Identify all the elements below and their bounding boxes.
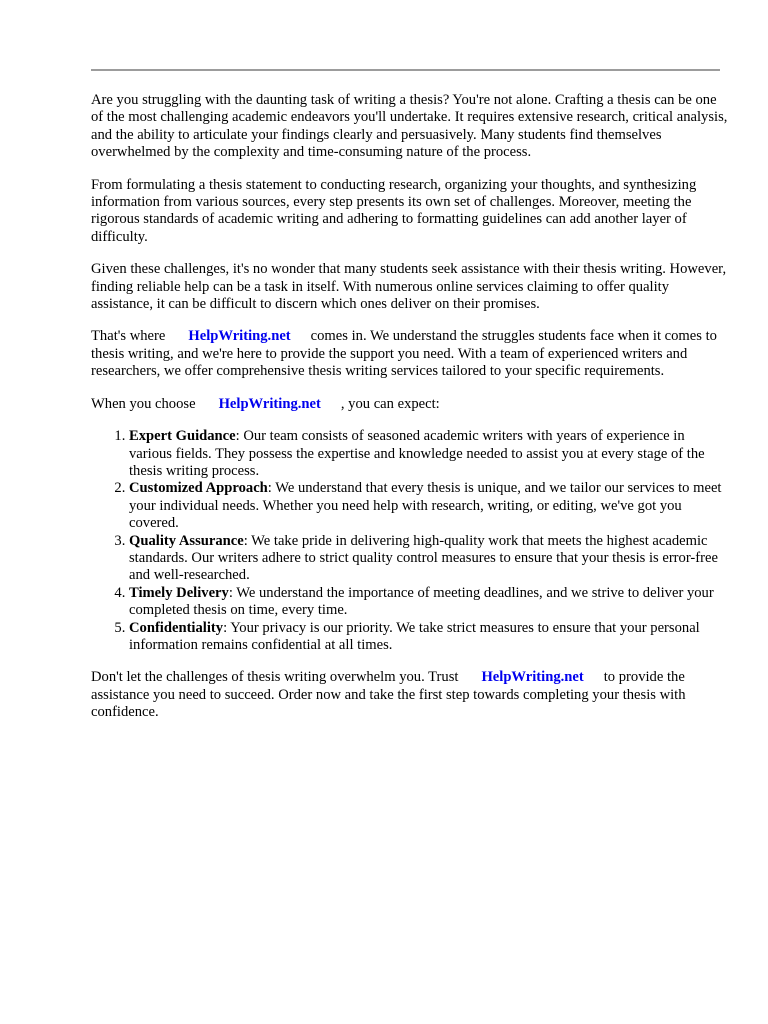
list-item-text: : We take pride in delivering high-quality work that meets the highest academic standards. Our writers adhere to strict quality control measures to ensure that your thesis is error-free and well-researched. bbox=[129, 532, 718, 584]
text-after-link: comes in. We understand the struggles students face when it comes to thesis writing, and we're here to provide the support you need. With a team of experienced writers and researchers, we offer comprehensive thesis writing services tailored to your specific requirements. bbox=[91, 328, 717, 380]
benefits-list bbox=[91, 428, 731, 654]
list-item-text: : Your privacy is our priority. We take strict measures to ensure that your personal information remains confidential at all times. bbox=[129, 619, 700, 653]
list-item-title: Customized Approach bbox=[129, 480, 268, 497]
text-after-link: to provide the assistance you need to succeed. Order now and take the first step towards completing your thesis with confidence. bbox=[91, 669, 686, 721]
list-item-title: Timely Delivery bbox=[129, 584, 229, 601]
helpwriting-link[interactable]: HelpWriting.net bbox=[481, 669, 584, 686]
paragraph-intro: Are you struggling with the daunting task of writing a thesis? You're not alone. Crafting a thesis can be one of the most challenging academic endeavors you'll undertake. It requires extensive research, critical analysis, and the ability to articulate your findings clearly and persuasively. Many students find themselves overwhelmed by the complexity and time-consuming nature of the process. bbox=[91, 92, 728, 161]
helpwriting-link[interactable]: HelpWriting.net bbox=[188, 328, 291, 345]
paragraph-thats-where bbox=[91, 328, 731, 380]
paragraph-closing bbox=[91, 669, 731, 721]
list-item-title: Confidentiality bbox=[129, 619, 224, 636]
text-before-link: Don't let the challenges of thesis writing overwhelm you. Trust bbox=[91, 669, 459, 686]
list-item bbox=[129, 428, 731, 480]
list-item-title: Expert Guidance bbox=[129, 428, 236, 445]
list-item bbox=[129, 533, 731, 585]
list-item-text: : We understand that every thesis is unique, and we tailor our services to meet your individual needs. Whether you need help with research, writing, or editing, we've got you covered. bbox=[129, 480, 722, 532]
paragraph-challenges: From formulating a thesis statement to conducting research, organizing your thoughts, and synthesizing information from various sources, every step presents its own set of challenges. Moreover, meeting the rigorous standards of academic writing and adhering to formatting guidelines can add another layer of difficulty. bbox=[91, 176, 697, 245]
list-item bbox=[129, 620, 731, 655]
list-item bbox=[129, 480, 731, 532]
text-before-link: That's where bbox=[91, 328, 166, 345]
list-item-text: : We understand the importance of meeting deadlines, and we strive to deliver your completed thesis on time, every time. bbox=[129, 584, 714, 619]
list-item-text: : Our team consists of seasoned academic writers with years of experience in various fields. They possess the expertise and knowledge needed to assist you at every stage of the thesis writing process. bbox=[129, 428, 705, 479]
paragraph-when-you-choose bbox=[91, 396, 731, 413]
text-after-link: , you can expect: bbox=[340, 395, 440, 412]
list-item-title: Quality Assurance bbox=[129, 532, 244, 549]
paragraph-assistance: Given these challenges, it's no wonder that many students seek assistance with their thesis writing. However, finding reliable help can be a task in itself. With numerous online services claiming to offer quality assistance, it can be difficult to discern which ones deliver on their promises. bbox=[91, 261, 727, 313]
top-divider bbox=[91, 69, 720, 71]
list-item bbox=[129, 585, 731, 620]
document-body bbox=[91, 92, 731, 737]
helpwriting-link[interactable]: HelpWriting.net bbox=[218, 395, 321, 412]
text-before-link: When you choose bbox=[91, 395, 196, 412]
